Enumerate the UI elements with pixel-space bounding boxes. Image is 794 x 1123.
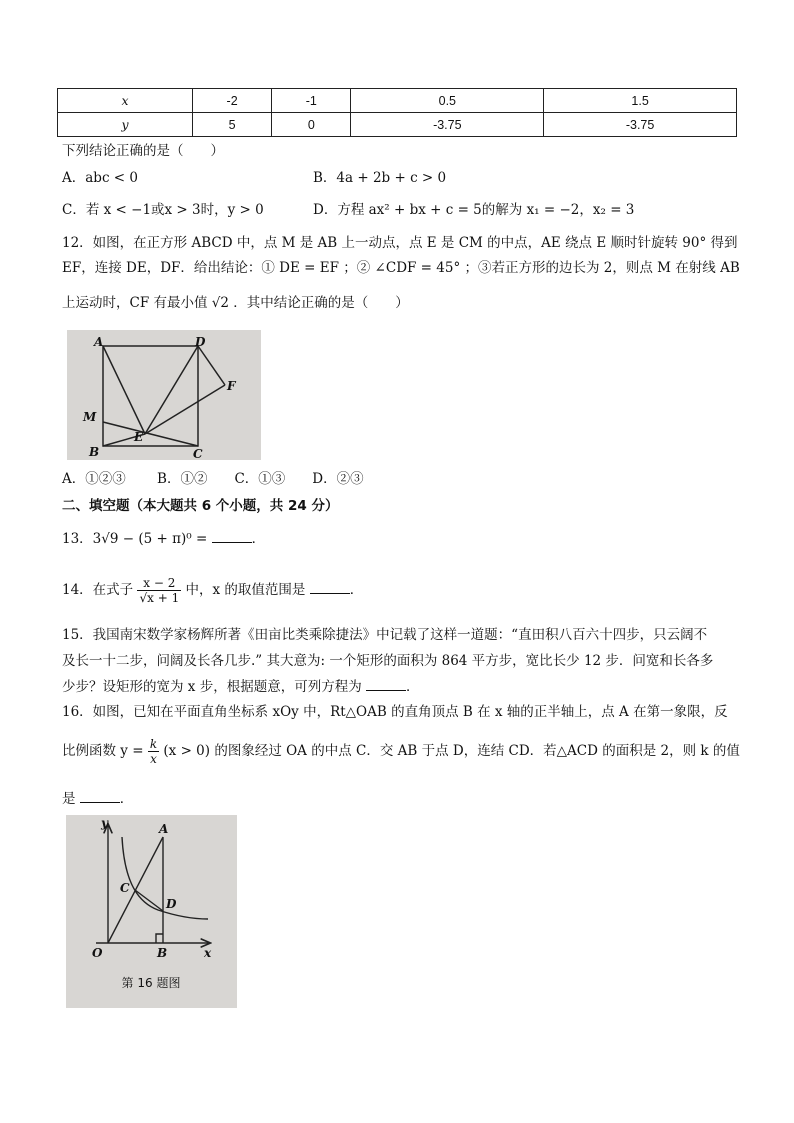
segment-df [198, 346, 225, 385]
table-cell: -1 [272, 89, 351, 113]
hyperbola-curve [122, 837, 208, 919]
label-b: B [89, 445, 100, 459]
table-header-y: y [58, 113, 193, 137]
label-e: E [134, 430, 144, 444]
q16-line-1: 16．如图，已知在平面直角坐标系 xOy 中，Rt△OAB 的直角顶点 B 在 x 轴的正半轴上，点 A 在第一象限，反 [62, 704, 728, 720]
segment-ae [103, 346, 145, 434]
label-c: C [120, 881, 130, 895]
figure-caption: 第 16 题图 [121, 976, 181, 990]
q13-answer-blank[interactable] [212, 528, 252, 543]
q11-option-b: B．4a + 2b + c > 0 [313, 170, 447, 186]
q14: 14．在式子 $\frac{x - 2}{√x + 1}$ 中，x 的取值范围是 ． [62, 576, 364, 605]
q15-line-2: 及长一十二步，问阔及长各几步.” 其大意为: 一个矩形的面积为 864 平方步，宽比长少 12 步．问宽和长各多 [62, 653, 714, 669]
segment-cd [135, 890, 163, 911]
q13: 13．3√9 − (5 + π)⁰ = ． [62, 528, 265, 549]
table-row [58, 113, 737, 137]
q16-line-2: 比例函数 y = $\frac{k}{x}$ (x > 0) 的图象经过 OA 的中点 C．交 AB 于点 D，连结 CD．若△ACD 的面积是 2，则 k 的值 [62, 737, 740, 766]
q12-square-figure [67, 330, 261, 460]
table-cell: -3.75 [544, 113, 737, 137]
q12-line-3: 上运动时，CF 有最小值 √2 ．其中结论正确的是（ ） [62, 295, 409, 311]
q12-line-2: EF，连接 DE，DF．给出结论：① DE = EF ；② ∠CDF = 45° ；③若正方形的边长为 2，则点 M 在射线 AB [62, 260, 740, 276]
label-y: y [101, 816, 108, 830]
label-d: D [166, 897, 177, 911]
table-row [58, 89, 737, 113]
q11-stem: 下列结论正确的是（ ） [62, 143, 224, 159]
label-a: A [94, 335, 104, 349]
q15-line-1: 15．我国南宋数学家杨辉所著《田亩比类乘除捷法》中记载了这样一道题：“直田积八百六十四步，只云阔不 [62, 627, 708, 643]
q16-fraction: $\frac{k}{x}$ [149, 737, 158, 766]
segment-ef [145, 385, 225, 434]
table-header-x: x [58, 89, 193, 113]
label-m: M [83, 410, 97, 424]
section-2-title: 二、填空题（本大题共 6 个小题，共 24 分） [62, 498, 339, 514]
label-o: O [92, 946, 103, 960]
label-b: B [157, 946, 168, 960]
q16-coordinate-figure [66, 815, 237, 1008]
label-c: C [193, 447, 203, 460]
q14-fraction: $\frac{x - 2}{√x + 1}$ [139, 576, 180, 605]
label-f: F [227, 379, 236, 393]
table-cell: -3.75 [351, 113, 544, 137]
q11-option-d: D．方程 ax² + bx + c = 5的解为 x₁ = −2，x₂ = 3 [313, 202, 635, 218]
table-cell: 5 [193, 113, 272, 137]
q11-option-c: C．若 x < −1或x > 3时，y > 0 [62, 202, 264, 218]
q16-line-3: 是 ． [62, 788, 133, 809]
q16-figure-svg [66, 815, 237, 1008]
q15-line-3: 少步？设矩形的宽为 x 步，根据题意，可列方程为 ． [62, 676, 420, 697]
table-cell: 0.5 [351, 89, 544, 113]
xy-value-table [57, 88, 737, 137]
q12-line-1: 12．如图，在正方形 ABCD 中，点 M 是 AB 上一动点，点 E 是 CM 的中点，AE 绕点 E 顺时针旋转 90° 得到 [62, 235, 738, 251]
right-angle-mark [156, 934, 163, 943]
table-cell: 1.5 [544, 89, 737, 113]
q15-answer-blank[interactable] [366, 676, 406, 691]
table-cell: -2 [193, 89, 272, 113]
label-a: A [159, 822, 169, 836]
label-d: D [195, 335, 206, 349]
q16-answer-blank[interactable] [80, 788, 120, 803]
q11-option-a: A．abc < 0 [62, 170, 138, 186]
label-x: x [204, 946, 212, 960]
q14-answer-blank[interactable] [310, 579, 350, 594]
segment-de [145, 346, 198, 434]
q12-figure-svg [67, 330, 261, 460]
q12-options: A．①②③ B．①② C．①③ D．②③ [62, 471, 364, 487]
table-cell: 0 [272, 113, 351, 137]
q13-text: 13．3√9 − (5 + π)⁰ = [62, 531, 208, 547]
